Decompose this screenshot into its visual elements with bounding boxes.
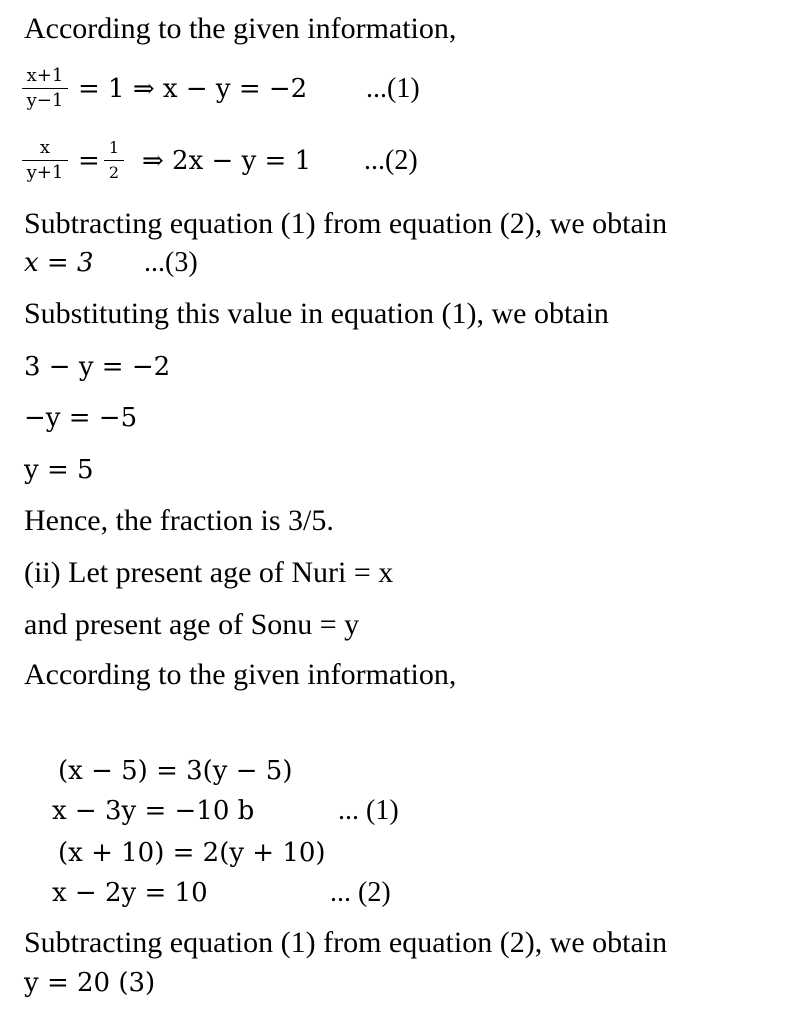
equation-age-2: (x + 10) = 2(y + 10) — [58, 838, 326, 868]
equation-2-rest: ⇒ 2x − y = 1 — [142, 146, 312, 176]
fraction-denominator: y−1 — [26, 90, 64, 111]
equation-age-1: (x − 5) = 3(y − 5) — [58, 756, 293, 786]
fraction-eq1 — [22, 66, 68, 111]
fraction-eq2 — [22, 138, 68, 183]
fraction-numerator: 1 — [108, 138, 120, 157]
equation-2-tag: ...(2) — [364, 145, 418, 176]
step-minus-y: −y = −5 — [24, 403, 138, 433]
equation-2-equals: = — [78, 146, 100, 176]
equation-1-rest: = 1 ⇒ x − y = −2 — [78, 74, 308, 104]
substituting-line: Substituting this value in equation (1), we obtain — [24, 297, 609, 330]
fraction-numerator: x — [39, 137, 51, 158]
result-y: y = 5 — [24, 455, 94, 485]
intro-line-1: According to the given information, — [24, 12, 457, 45]
result-x: x = 3 — [24, 248, 94, 278]
hence-line: Hence, the fraction is 3/5. — [24, 504, 334, 537]
result-y-age: y = 20 (3) — [24, 968, 156, 998]
fraction-one-half — [104, 138, 124, 183]
fraction-denominator: y+1 — [26, 162, 64, 183]
fraction-bar — [22, 160, 68, 161]
fraction-bar — [104, 160, 124, 161]
subtracting-line-1: Subtracting equation (1) from equation (2), we obtain — [24, 207, 668, 240]
intro-line-2: According to the given information, — [24, 658, 457, 691]
sonu-age-line: and present age of Sonu = y — [24, 608, 360, 641]
fraction-bar — [22, 88, 68, 89]
fraction-denominator: 2 — [108, 163, 120, 182]
equation-age-2-tag: ... (2) — [330, 877, 391, 908]
part-ii-line: (ii) Let present age of Nuri = x — [24, 556, 394, 589]
subtracting-line-2: Subtracting equation (1) from equation (2), we obtain — [24, 926, 668, 959]
step-3-minus-y: 3 − y = −2 — [24, 352, 171, 382]
equation-age-2-simplified: x − 2y = 10 — [52, 878, 208, 908]
fraction-numerator: x+1 — [26, 65, 64, 86]
equation-age-1-tag: ... (1) — [338, 795, 399, 826]
equation-3-tag: ...(3) — [144, 247, 198, 278]
equation-age-1-simplified: x − 3y = −10 b — [52, 796, 255, 826]
equation-1-tag: ...(1) — [366, 73, 420, 104]
